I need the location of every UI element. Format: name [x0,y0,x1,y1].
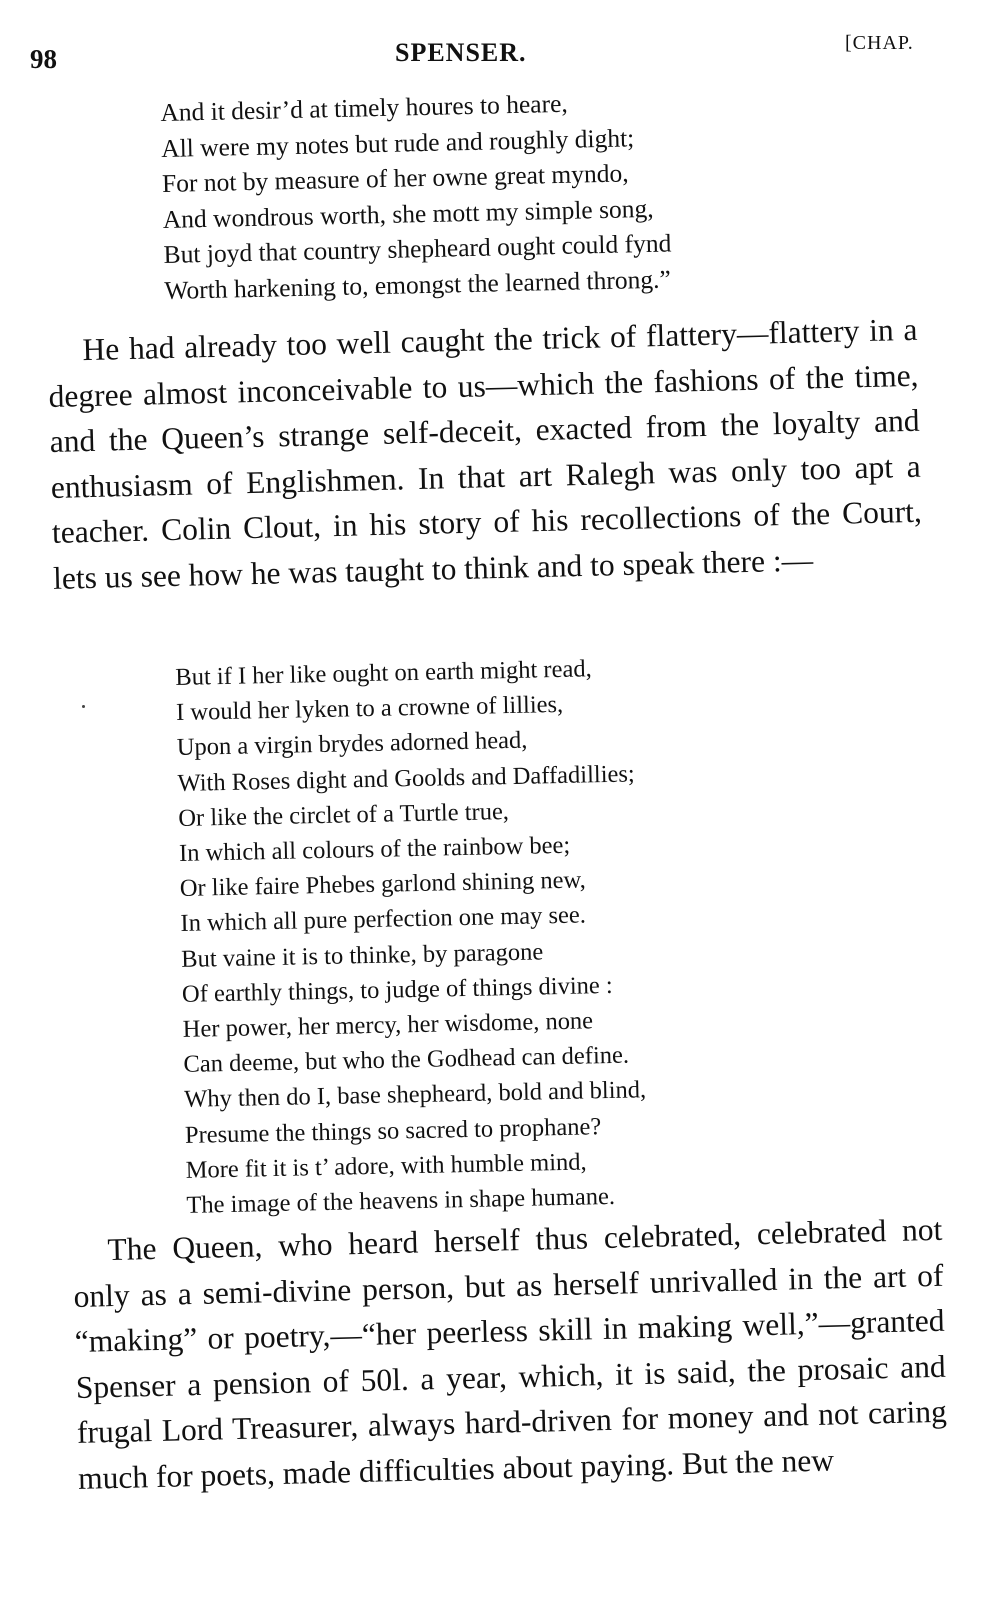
verse-line: For not by measure of her owne great myndo, [161,158,629,198]
body-paragraph-2: The Queen, who heard herself thus celebrated, celebrated not only as a semi-divine person, but as herself unrivalled in the art of “making” or poetry,—“her peerless skill in making well,”—granted Spenser a pension of 50l. a year, which, it is said, the prosaic and frugal Lord Treasurer, always hard-driven for money and not caring much for poets, made difficulties about paying. But the new [73,1211,948,1496]
verse-line: Why then do I, base shepheard, bold and blind, [183,1076,647,1114]
verse-line: Presume the things so sacred to prophane? [184,1112,602,1149]
body-paragraph-1: He had already too well caught the trick of flattery—flattery in a degree almost inconceivable to us—which the fashions of the time, and the Queen’s strange self-deceit, exacted from the loyalty and enthusiasm of Englishmen. In that art Ralegh was only too apt a teacher. Colin Clout, in his story of his recollections of the Court, lets us see how he was taught to think and to speak there :— [48,311,923,596]
verse-line: I would her lyken to a crowne of lillies, [175,691,564,727]
verse-line: In which all pure perfection one may see. [180,901,587,938]
verse-quotation-1 [160,83,672,307]
verse-line: Of earthly things, to judge of things divine : [181,971,613,1008]
verse-line: More fit it is t’ adore, with humble mind, [185,1148,587,1184]
verse-line: And wondrous worth, she mott my simple song, [162,193,654,234]
verse-line: Worth harkening to, emongst the learned throng.” [164,263,672,305]
verse-line: Her power, her mercy, her wisdome, none [182,1007,594,1043]
print-speck [82,705,85,708]
verse-line: Or like faire Phebes garlond shining new, [179,866,586,903]
page-number: 98 [30,44,57,74]
verse-line: All were my notes but rude and roughly dight; [160,122,635,163]
verse-line: The image of the heavens in shape humane. [186,1182,616,1219]
verse-line: Upon a virgin brydes adorned head, [176,727,528,762]
running-title: SPENSER. [395,38,527,67]
verse-line: But vaine it is to thinke, by paragone [180,937,544,973]
verse-line: And it desir’d at timely houres to heare, [160,88,569,127]
verse-line: Or like the circlet of a Turtle true, [178,797,510,832]
page-header [30,30,970,74]
chapter-mark: [CHAP. [845,32,914,54]
verse-quotation-2 [175,650,649,1223]
verse-line: But if I her like ought on earth might read, [175,655,592,691]
verse-line: With Roses dight and Goolds and Daffadillies; [177,760,635,797]
verse-line: Can deeme, but who the Godhead can define. [183,1041,630,1079]
verse-line: But joyd that country shepheard ought could fynd [163,228,672,269]
verse-line: In which all colours of the rainbow bee; [178,831,571,867]
